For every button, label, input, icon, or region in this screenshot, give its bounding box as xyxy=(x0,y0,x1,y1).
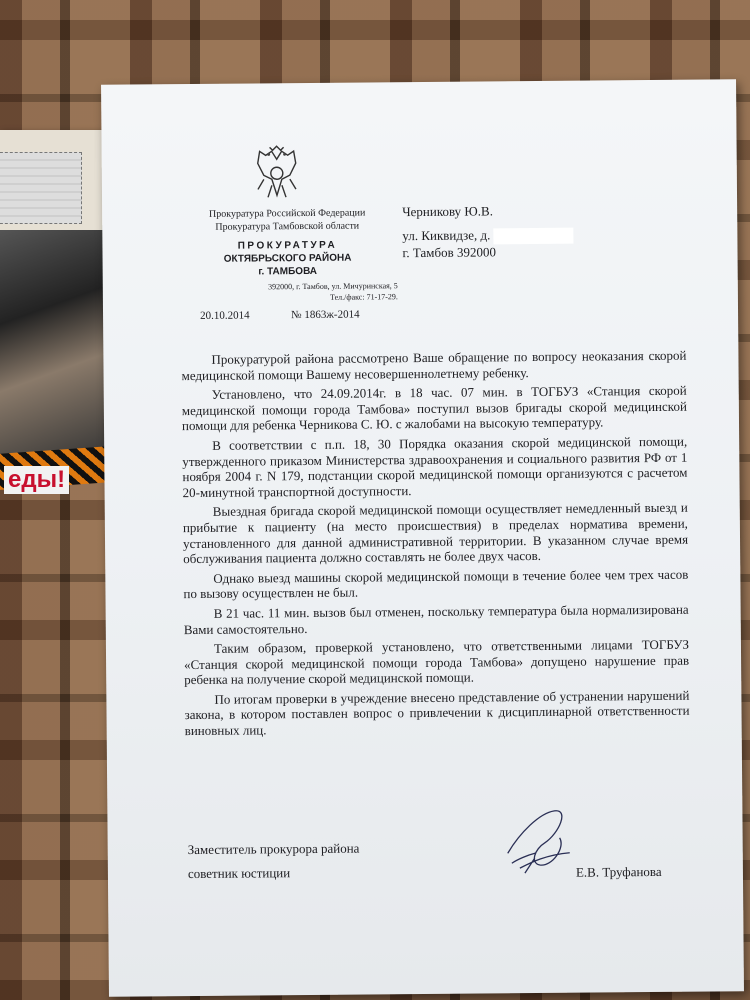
signer-name: Е.В. Труфанова xyxy=(575,863,662,880)
paragraph: Прокуратурой района рассмотрено Ваше обращение по вопросу неоказания скорой медицинской помощи Вашему несовершеннолетнему ребенку. xyxy=(181,347,687,383)
agency-line-1: Прокуратура Российской Федерации xyxy=(208,207,366,220)
recipient-name: Черникову Ю.В. xyxy=(402,203,493,220)
letter-paper xyxy=(101,79,744,997)
agency-name-line-2: ОКТЯБРЬСКОГО РАЙОНА xyxy=(223,252,352,265)
agency-name-line-1: ПРОКУРАТУРА xyxy=(237,239,338,252)
envelope-photo xyxy=(0,230,110,460)
recipient-block xyxy=(402,203,574,262)
paragraph: Однако выезд машины скорой медицинской помощи в течение более чем трех часов по вызову осуществлен не был. xyxy=(183,566,689,602)
redaction-box xyxy=(494,228,574,245)
double-headed-eagle-emblem xyxy=(252,145,302,201)
document-date: 20.10.2014 xyxy=(200,309,250,322)
handwritten-signature xyxy=(499,793,580,884)
recipient-street: ул. Киквидзе, д. xyxy=(402,227,491,244)
paragraph: В 21 час. 11 мин. вызов был отменен, поскольку температура была нормализирована Вами самостоятельно. xyxy=(183,601,689,637)
letter-body xyxy=(181,348,689,743)
envelope-text: еды! xyxy=(4,466,69,494)
signer-position: Заместитель прокурора района xyxy=(187,840,360,858)
agency-line-2: Прокуратура Тамбовской области xyxy=(215,220,360,233)
agency-street: 392000, г. Тамбов, ул. Мичуринская, 5 xyxy=(268,281,398,292)
signer-rank: советник юстиции xyxy=(187,865,291,882)
recipient-city: г. Тамбов 392000 xyxy=(402,244,497,261)
document-number: № 1863ж-2014 xyxy=(290,308,360,322)
paragraph: В соответствии с п.п. 18, 30 Порядка оказания скорой медицинской помощи, утвержденного приказом Министерства здравоохранения и социального развития РФ от 1 ноября 2004 г. N 179, подстанции скорой медицинской помощи организуются с расчетом 20-минутной транспортной доступности. xyxy=(182,433,688,500)
recipient-street-line xyxy=(402,227,573,246)
paragraph: По итогам проверки в учреждение внесено представление об устранении нарушений закона, в котором поставлен вопрос о привлечении к дисциплинарной ответственности виновных лиц. xyxy=(184,687,690,739)
agency-name xyxy=(182,238,392,279)
paragraph: Выездная бригада скорой медицинской помощи осуществляет немедленный выезд и прибытие к пациенту (на место происшествия) в пределах норматива времени, установленного для данной административной территории. В указанном случае время обслуживания пациента должно составлять не более двух часов. xyxy=(182,500,689,567)
postmark-stamp xyxy=(0,152,82,224)
envelope xyxy=(0,130,110,493)
agency-name-line-3: г. ТАМБОВА xyxy=(258,265,318,278)
paragraph: Установлено, что 24.09.2014г. в 18 час. 07 мин. в ТОГБУЗ «Станция скорой медицинской помощи города Тамбова» поступил вызов бригады скорой медицинской помощи для ребенка Черникова С. Ю. с жалобами на высокую температуру. xyxy=(181,382,687,434)
agency-header xyxy=(182,206,392,234)
paragraph: Таким образом, проверкой установлено, что ответственными лицами ТОГБУЗ «Станция скорой медицинской помощи города Тамбова» допущено нарушение прав ребенка на получение скорой медицинской помощи. xyxy=(184,636,690,688)
agency-address xyxy=(183,280,398,304)
agency-phone: Тел./факс: 71-17-29. xyxy=(329,292,398,302)
